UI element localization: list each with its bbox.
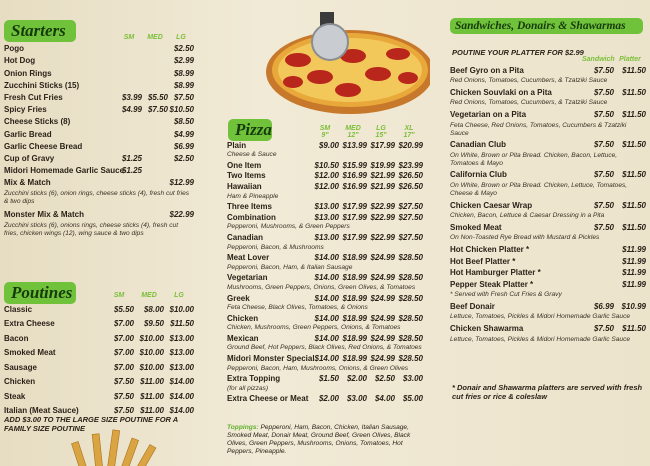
sandwiches-title: Sandwiches, Donairs & Shawarmas bbox=[450, 18, 643, 34]
item-name: Chicken Caesar Wrap bbox=[450, 200, 533, 210]
item-price: $21.99 bbox=[370, 171, 395, 181]
item-price: $20.99 bbox=[398, 140, 423, 150]
item-price: $28.50 bbox=[398, 313, 423, 323]
item-price: $17.99 bbox=[342, 212, 367, 222]
item-price: $11.50 bbox=[622, 65, 646, 75]
item-price bbox=[142, 117, 168, 126]
item-description: On White, Brown or Pita Bread. Chicken, Lettuce, Tomatoes, Cheese & Mayo bbox=[450, 181, 628, 197]
column-header-spacer bbox=[4, 292, 104, 299]
item-name: Fresh Cut Fries bbox=[4, 92, 63, 102]
item-price: $11.99 bbox=[622, 268, 646, 278]
item-price: $7.50 bbox=[173, 92, 194, 102]
item-price bbox=[116, 117, 142, 126]
item-price: $10.00 bbox=[139, 333, 164, 343]
item-price: $23.99 bbox=[398, 160, 423, 170]
item-price: $7.50 bbox=[593, 87, 614, 97]
column-header-spacer bbox=[450, 56, 582, 63]
column-header-0: SM bbox=[123, 34, 135, 41]
column-header-1: Platter bbox=[619, 56, 641, 63]
item-name: Garlic Cheese Bread bbox=[4, 141, 83, 151]
item-name: Chicken Souvlaki on a Pita bbox=[450, 87, 552, 97]
item-price: $28.50 bbox=[398, 333, 423, 343]
item-price bbox=[582, 268, 614, 277]
item-price: $18.99 bbox=[342, 313, 367, 323]
item-price bbox=[142, 81, 168, 90]
item-price: $10.50 bbox=[169, 105, 194, 115]
item-name: One Item bbox=[227, 160, 262, 170]
item-price: $24.99 bbox=[370, 313, 395, 323]
item-price: $28.50 bbox=[398, 293, 423, 303]
item-price: $7.00 bbox=[113, 362, 134, 372]
item-price bbox=[116, 69, 142, 78]
item-price: $2.99 bbox=[173, 56, 194, 66]
item-price: $14.00 bbox=[314, 333, 339, 343]
starters-title: Starters bbox=[4, 20, 76, 42]
item-description: Zucchini sticks (6), onion rings, cheese sticks (4), fresh cut fries & two dips bbox=[4, 190, 190, 206]
item-price: $5.00 bbox=[402, 394, 423, 404]
item-price: $22.99 bbox=[370, 232, 395, 242]
item-name: Combination bbox=[227, 212, 276, 222]
item-price: $24.99 bbox=[370, 253, 395, 263]
item-price: $13.99 bbox=[342, 140, 367, 150]
item-price: $6.99 bbox=[593, 301, 614, 311]
item-price: $11.50 bbox=[622, 87, 646, 97]
item-price bbox=[142, 210, 168, 219]
column-header-3: XL 17" bbox=[403, 125, 415, 139]
item-name: Chicken Shawarma bbox=[450, 324, 524, 334]
item-price: $11.00 bbox=[140, 391, 164, 401]
column-header-1: MED bbox=[141, 292, 157, 299]
item-name: Plain bbox=[227, 140, 247, 150]
item-name: Steak bbox=[4, 391, 26, 401]
item-name: Hot Chicken Platter * bbox=[450, 244, 530, 254]
item-description: Lettuce, Tomatoes, Pickles & Midori Homemade Garlic Sauce bbox=[450, 335, 631, 343]
item-price bbox=[142, 178, 168, 187]
item-price: $13.00 bbox=[169, 362, 194, 372]
item-price: $14.00 bbox=[169, 391, 194, 401]
column-header-0: SM 9" bbox=[319, 125, 331, 139]
item-price: $24.99 bbox=[370, 333, 395, 343]
column-header-2: LG bbox=[176, 34, 186, 41]
toppings-label: Toppings: bbox=[227, 424, 259, 431]
column-header-1: MED bbox=[147, 34, 163, 41]
item-price: $27.50 bbox=[398, 212, 423, 222]
item-price: $11.99 bbox=[622, 279, 646, 289]
column-header-spacer bbox=[4, 34, 116, 41]
item-price: $8.50 bbox=[173, 117, 194, 127]
item-price: $9.00 bbox=[318, 140, 339, 150]
item-price: $18.99 bbox=[342, 253, 367, 263]
item-price bbox=[142, 130, 168, 139]
item-price: $11.00 bbox=[140, 406, 164, 415]
item-name: Meat Lover bbox=[227, 253, 270, 263]
item-name: Smoked Meat bbox=[4, 348, 56, 357]
item-name: Cheese Sticks (8) bbox=[4, 117, 71, 127]
item-price: $14.00 bbox=[314, 313, 339, 323]
item-price: $7.50 bbox=[147, 105, 168, 115]
item-price: $14.00 bbox=[314, 273, 339, 283]
item-price bbox=[142, 166, 168, 175]
item-price: $7.50 bbox=[593, 109, 614, 119]
item-price bbox=[116, 210, 142, 219]
item-description: Feta Cheese, Black Olives, Tomatoes, & Onions bbox=[227, 304, 368, 312]
item-name: Onion Rings bbox=[4, 68, 52, 78]
poutines-title: Poutines bbox=[4, 282, 76, 304]
item-price: $7.50 bbox=[113, 377, 134, 386]
item-price: $28.50 bbox=[398, 273, 423, 283]
item-price: $4.99 bbox=[121, 105, 142, 115]
pizza-table bbox=[227, 125, 423, 403]
item-name: Extra Cheese or Meat bbox=[227, 394, 309, 404]
item-price: $28.50 bbox=[398, 253, 423, 263]
item-name: Zucchini Sticks (15) bbox=[4, 80, 80, 90]
item-price bbox=[142, 69, 168, 78]
item-price: $14.00 bbox=[314, 293, 339, 303]
item-price: $13.00 bbox=[169, 333, 194, 343]
item-price: $13.00 bbox=[314, 212, 339, 222]
item-price: $18.99 bbox=[342, 354, 367, 364]
item-price: $11.50 bbox=[622, 324, 646, 334]
item-price: $8.99 bbox=[173, 80, 194, 90]
item-description: Feta Cheese, Red Onions, Tomatoes, Cucumbers & Tzatziki Sauce bbox=[450, 121, 627, 137]
item-price bbox=[582, 257, 614, 266]
poutines-table bbox=[4, 292, 194, 415]
item-price: $26.50 bbox=[398, 181, 423, 191]
item-price bbox=[116, 44, 142, 53]
item-price: $14.00 bbox=[314, 354, 339, 364]
sandwiches-subtitle: POUTINE YOUR PLATTER FOR $2.99 bbox=[452, 48, 584, 57]
item-price: $7.50 bbox=[113, 406, 134, 415]
item-name: Classic bbox=[4, 304, 33, 314]
item-name: Pogo bbox=[4, 44, 24, 54]
item-price: $1.25 bbox=[121, 153, 142, 163]
item-price: $2.00 bbox=[346, 374, 367, 384]
item-name: Sausage bbox=[4, 362, 37, 372]
item-price: $18.99 bbox=[342, 293, 367, 303]
item-price: $3.00 bbox=[402, 374, 423, 384]
item-description: Ground Beef, Hot Peppers, Black Olives, Red Onions, & Tomatoes bbox=[227, 344, 422, 352]
item-price: $11.50 bbox=[622, 222, 646, 232]
item-price: $10.00 bbox=[139, 348, 164, 357]
column-header-1: MED 12" bbox=[345, 125, 361, 139]
item-name: Greek bbox=[227, 293, 250, 303]
item-price: $4.00 bbox=[374, 394, 395, 404]
item-name: Pepper Steak Platter * bbox=[450, 279, 534, 289]
item-price: $7.50 bbox=[593, 140, 614, 150]
item-name: Cup of Gravy bbox=[4, 153, 55, 163]
item-price: $24.99 bbox=[370, 354, 395, 364]
item-description: Zucchini sticks (6), onions rings, cheese sticks (4), fresh cut fries, chicken wings (12), wing sauce & two dips bbox=[4, 221, 179, 237]
item-price: $14.00 bbox=[169, 377, 194, 386]
item-price: $16.99 bbox=[342, 181, 367, 191]
poutines-note: ADD $3.00 TO THE LARGE SIZE POUTINE FOR A FAMILY SIZE POUTINE bbox=[4, 415, 178, 433]
item-description: Chicken, Mushrooms, Green Peppers, Onions, & Tomatoes bbox=[227, 324, 401, 332]
item-price: $10.00 bbox=[139, 362, 164, 372]
item-price: $17.99 bbox=[370, 140, 395, 150]
item-price: $24.99 bbox=[370, 273, 395, 283]
item-price: $2.00 bbox=[318, 394, 339, 404]
starters-table bbox=[4, 34, 194, 238]
item-price: $7.50 bbox=[593, 170, 614, 180]
item-name: Midori Homemade Garlic Sauce bbox=[4, 166, 125, 176]
item-price: $12.99 bbox=[169, 178, 194, 188]
item-price: $17.99 bbox=[342, 202, 367, 212]
item-price: $7.00 bbox=[113, 348, 134, 357]
item-description: Lettuce, Tomatoes, Pickles & Midori Homemade Garlic Sauce bbox=[450, 313, 631, 321]
item-price: $19.99 bbox=[370, 160, 395, 170]
item-name: Chicken bbox=[4, 377, 36, 386]
column-header-2: LG 15" bbox=[375, 125, 387, 139]
item-name: Bacon bbox=[4, 333, 29, 343]
toppings-text: Pepperoni, Ham, Bacon, Chicken, Italian Sausage, Smoked Meat, Donair Meat, Ground Beef, Green Olives, Black Olives, Green Peppers, Mushrooms, Onions, Tomatoes, Hot Peppers, Pineapple. bbox=[227, 424, 411, 455]
item-name: Hot Dog bbox=[4, 56, 36, 66]
item-price: $11.50 bbox=[622, 170, 646, 180]
item-name: California Club bbox=[450, 170, 507, 180]
item-name: Garlic Bread bbox=[4, 129, 52, 139]
item-name: Hot Hamburger Platter * bbox=[450, 268, 541, 278]
item-price: $12.00 bbox=[314, 181, 339, 191]
item-price bbox=[142, 154, 168, 163]
item-price: $10.00 bbox=[169, 304, 194, 314]
item-price: $9.50 bbox=[143, 319, 164, 328]
item-price bbox=[142, 56, 168, 65]
item-price: $27.50 bbox=[398, 202, 423, 212]
item-price: $8.00 bbox=[143, 304, 164, 314]
item-price: $11.50 bbox=[170, 319, 194, 328]
item-price: $26.50 bbox=[398, 171, 423, 181]
pizza-toppings bbox=[227, 424, 423, 456]
sandwiches-note: * Donair and Shawarma platters are served with fresh cut fries or rice & coleslaw bbox=[452, 383, 643, 401]
item-name: Extra Topping bbox=[227, 374, 281, 384]
item-description: Pepperoni, Bacon, & Mushrooms bbox=[227, 243, 324, 251]
item-price: $13.00 bbox=[314, 232, 339, 242]
item-description: Red Onions, Tomatoes, Cucumbers, & Tzatziki Sauce bbox=[450, 99, 608, 107]
item-price bbox=[582, 245, 614, 254]
item-name: Vegetarian bbox=[227, 273, 268, 283]
item-price: $14.00 bbox=[169, 406, 194, 415]
item-price bbox=[142, 142, 168, 151]
item-name: Spicy Fries bbox=[4, 105, 47, 115]
item-price: $3.00 bbox=[346, 394, 367, 404]
item-name: Two Items bbox=[227, 171, 266, 181]
item-price: $15.99 bbox=[342, 160, 367, 170]
item-price: $12.00 bbox=[314, 171, 339, 181]
item-description: Red Onions, Tomatoes, Cucumbers, & Tzatziki Sauce bbox=[450, 77, 608, 85]
item-name: Mix & Match bbox=[4, 178, 51, 188]
item-price: $2.50 bbox=[173, 44, 194, 54]
item-description: * Served with Fresh Cut Fries & Gravy bbox=[450, 291, 562, 299]
item-price: $7.50 bbox=[113, 391, 134, 401]
item-price: $24.99 bbox=[370, 293, 395, 303]
item-price: $18.99 bbox=[342, 333, 367, 343]
item-price: $11.99 bbox=[622, 244, 646, 254]
item-price: $5.50 bbox=[113, 304, 134, 314]
pizza-image bbox=[258, 12, 430, 120]
item-price bbox=[582, 280, 614, 289]
item-price: $22.99 bbox=[370, 212, 395, 222]
column-header-2: LG bbox=[174, 292, 184, 299]
item-price: $22.99 bbox=[370, 202, 395, 212]
item-price: $3.99 bbox=[121, 92, 142, 102]
item-price bbox=[116, 142, 142, 151]
item-price: $7.50 bbox=[593, 222, 614, 232]
item-price: $16.99 bbox=[342, 171, 367, 181]
item-price: $11.50 bbox=[622, 200, 646, 210]
item-description: Cheese & Sauce bbox=[227, 151, 277, 159]
item-price: $2.50 bbox=[173, 153, 194, 163]
item-price: $7.00 bbox=[113, 319, 134, 328]
item-price: $10.99 bbox=[621, 301, 646, 311]
item-price: $17.99 bbox=[342, 232, 367, 242]
item-description: Pepperoni, Bacon, Ham, & Italian Sausage bbox=[227, 263, 353, 271]
item-name: Vegetarian on a Pita bbox=[450, 109, 527, 119]
item-price: $21.99 bbox=[370, 181, 395, 191]
item-price: $7.00 bbox=[113, 333, 134, 343]
item-price: $18.99 bbox=[342, 273, 367, 283]
fries-image bbox=[66, 428, 171, 466]
item-price: $7.50 bbox=[593, 65, 614, 75]
item-description: Mushrooms, Green Peppers, Onions, Green Olives, & Tomatoes bbox=[227, 283, 416, 291]
column-header-spacer bbox=[227, 125, 311, 139]
item-price bbox=[168, 166, 194, 175]
item-price: $6.99 bbox=[173, 141, 194, 151]
item-name: Monster Mix & Match bbox=[4, 209, 85, 219]
item-price: $10.50 bbox=[314, 160, 339, 170]
item-description: On White, Brown or Pita Bread. Chicken, Bacon, Lettuce, Tomatoes & Mayo bbox=[450, 151, 618, 167]
item-description: (for all pizzas) bbox=[227, 384, 269, 392]
item-price: $22.99 bbox=[169, 209, 194, 219]
item-price: $11.50 bbox=[622, 140, 646, 150]
item-price bbox=[116, 56, 142, 65]
item-price: $13.00 bbox=[169, 348, 194, 357]
item-price: $5.50 bbox=[147, 92, 168, 102]
item-price bbox=[116, 81, 142, 90]
item-name: Extra Cheese bbox=[4, 319, 55, 328]
item-name: Hawaiian bbox=[227, 181, 262, 191]
item-name: Beef Donair bbox=[450, 301, 495, 311]
item-price: $11.00 bbox=[140, 377, 164, 386]
item-price bbox=[116, 130, 142, 139]
item-price: $28.50 bbox=[398, 354, 423, 364]
item-price: $11.99 bbox=[622, 256, 646, 266]
item-price: $8.99 bbox=[173, 68, 194, 78]
item-price: $1.25 bbox=[121, 166, 142, 176]
item-description: Pepperoni, Bacon, Ham, Mushrooms, Onions, & Green Olives bbox=[227, 364, 409, 372]
item-price bbox=[116, 178, 142, 187]
item-name: Midori Monster Special bbox=[227, 354, 315, 364]
item-price: $4.99 bbox=[173, 129, 194, 139]
sandwiches-table bbox=[450, 56, 646, 344]
item-name: Beef Gyro on a Pita bbox=[450, 65, 524, 75]
item-name: Three Items bbox=[227, 202, 272, 212]
item-price: $7.50 bbox=[593, 200, 614, 210]
item-price: $27.50 bbox=[398, 232, 423, 242]
item-price: $11.50 bbox=[622, 109, 646, 119]
item-description: Chicken, Bacon, Lettuce & Caesar Dressing in a Pita bbox=[450, 212, 605, 220]
item-price: $13.00 bbox=[314, 202, 339, 212]
item-name: Canadian Club bbox=[450, 140, 507, 150]
item-name: Canadian bbox=[227, 232, 264, 242]
item-description: Ham & Pineapple bbox=[227, 192, 279, 200]
item-name: Chicken bbox=[227, 313, 259, 323]
column-header-0: SM bbox=[113, 292, 125, 299]
item-price: $7.50 bbox=[593, 324, 614, 334]
item-name: Smoked Meat bbox=[450, 222, 502, 232]
item-price: $2.50 bbox=[374, 374, 395, 384]
item-price bbox=[142, 44, 168, 53]
item-description: Pepperoni, Mushrooms, & Green Peppers bbox=[227, 223, 350, 231]
pizza-title: Pizza bbox=[228, 119, 272, 141]
item-name: Italian (Meat Sauce) bbox=[4, 406, 79, 415]
item-price: $14.00 bbox=[314, 253, 339, 263]
item-description: On Non-Toasted Rye Bread with Mustard & Pickles bbox=[450, 234, 600, 242]
item-name: Mexican bbox=[227, 333, 259, 343]
item-price: $1.50 bbox=[318, 374, 339, 384]
column-header-0: Sandwich bbox=[582, 56, 615, 63]
item-name: Hot Beef Platter * bbox=[450, 256, 516, 266]
